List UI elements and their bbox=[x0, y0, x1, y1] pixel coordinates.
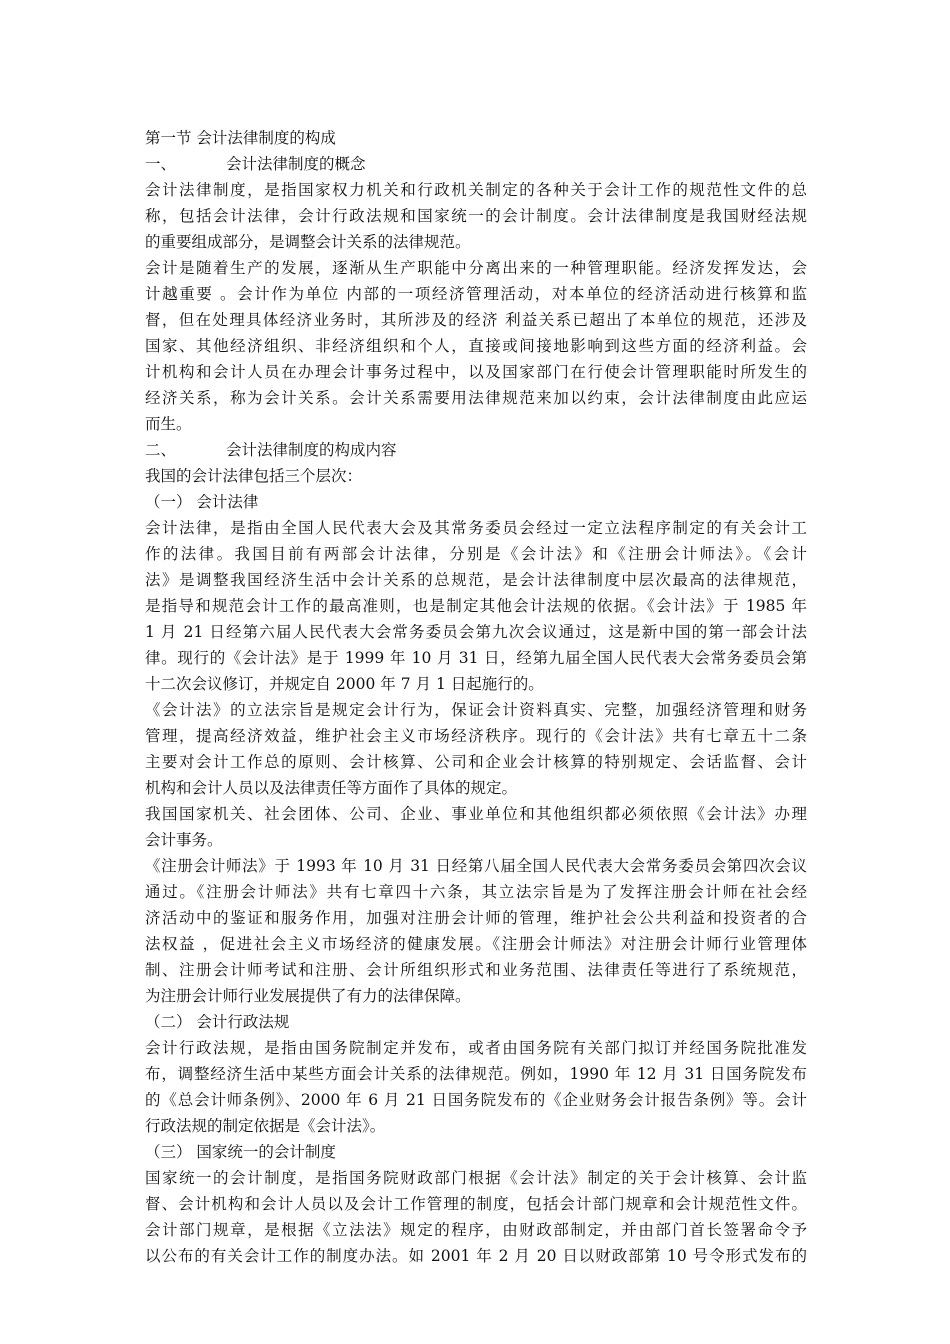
heading-1-text: 会计法律制度的概念 bbox=[226, 155, 366, 173]
text-line: 作的法律。我国目前有两部会计法律，分别是《会计法》和《注册会计师法》。《会计 bbox=[145, 545, 807, 563]
document-body bbox=[145, 125, 807, 1269]
text-line: 的《总会计师条例》、2000 年 6 月 21 日国务院发布的《企业财务会计报告条例》等。会计 bbox=[145, 1091, 807, 1109]
intro-line: 我国的会计法律包括三个层次： bbox=[145, 467, 363, 485]
text-line: 《会计法》的立法宗旨是规定会计行为，保证会计资料真实、完整，加强经济管理和财务 bbox=[145, 701, 807, 719]
text-line: 机构和会计人员以及法律责任等方面作了具体的规定。 bbox=[145, 779, 518, 797]
paragraph-unified-system bbox=[145, 1165, 807, 1269]
heading-2-text: 会计法律制度的构成内容 bbox=[226, 441, 397, 459]
text-line: 的重要组成部分，是调整会计关系的法律规范。 bbox=[145, 233, 471, 251]
heading-1 bbox=[145, 151, 807, 177]
text-line: 为注册会计师行业发展提供了有力的法律保障。 bbox=[145, 987, 471, 1005]
subheading-accounting-law: （一） 会计法律 bbox=[145, 493, 259, 511]
heading-2 bbox=[145, 437, 807, 463]
text-line: 法权益 ，促进社会主义市场经济的健康发展。《注册会计师法》对注册会计师行业管理体 bbox=[145, 935, 807, 953]
text-line: 制、注册会计师考试和注册、会计所组织形式和业务范围、法律责任等进行了系统规范， bbox=[145, 961, 807, 979]
subheading-unified-system: （三） 国家统一的会计制度 bbox=[145, 1143, 336, 1161]
text-line: 督、会计机构和会计人员以及会计工作管理的制度，包括会计部门规章和会计规范性文件。 bbox=[145, 1195, 807, 1213]
text-line: 法》是调整我国经济生活中会计关系的总规范，是会计法律制度中层次最高的法律规范， bbox=[145, 571, 807, 589]
text-line: 管理，提高经济效益，维护社会主义市场经济秩序。现行的《会计法》共有七章五十二条 bbox=[145, 727, 807, 745]
text-line: 主要对会计工作总的原则、会计核算、公司和企业会计核算的特别规定、会话监督、会计 bbox=[145, 753, 807, 771]
text-line: 督，但在处理具体经济业务时，其所涉及的经济 利益关系已超出了本单位的规范，还涉及 bbox=[145, 311, 807, 329]
text-line: 会计事务。 bbox=[145, 831, 223, 849]
paragraph-cpa-law bbox=[145, 853, 807, 1009]
paragraph-accounting-origin bbox=[145, 255, 807, 437]
heading-1-number: 一、 bbox=[145, 155, 177, 173]
text-line: 布，调整经济生活中某些方面会计关系的法律规范。例如，1990 年 12 月 31 日国务院发布 bbox=[145, 1065, 807, 1083]
text-line: 计越重要 。会计作为单位 内部的一项经济管理活动，对本单位的经济活动进行核算和监 bbox=[145, 285, 807, 303]
text-line: 通过。《注册会计师法》共有七章四十六条，其立法宗旨是为了发挥注册会计师在社会经 bbox=[145, 883, 807, 901]
text-line: 以公布的有关会计工作的制度办法。如 2001 年 2 月 20 日以财政部第 10 号令形式发布的 bbox=[145, 1247, 807, 1265]
text-line: 经济关系，称为会计关系。会计关系需要用法律规范来加以约束，会计法律制度由此应运 bbox=[145, 389, 807, 407]
paragraph-legislative-purpose bbox=[145, 697, 807, 801]
text-line: 而生。 bbox=[145, 415, 192, 433]
text-line: 会计是随着生产的发展，逐渐从生产职能中分离出来的一种管理职能。经济发挥发达，会 bbox=[145, 259, 807, 277]
text-line: 1 月 21 日经第六届人民代表大会常务委员会第九次会议通过，这是新中国的第一部会计法 bbox=[145, 623, 807, 641]
text-line: 会计行政法规，是指由国务院制定并发布，或者由国务院有关部门拟订并经国务院批准发 bbox=[145, 1039, 807, 1057]
heading-2-number: 二、 bbox=[145, 441, 177, 459]
text-line: 律。现行的《会计法》是于 1999 年 10 月 31 日，经第九届全国人民代表大会常务委员会第 bbox=[145, 649, 807, 667]
text-line: 国家统一的会计制度，是指国务院财政部门根据《会计法》制定的关于会计核算、会计监 bbox=[145, 1169, 807, 1187]
text-line: 会计法律制度，是指国家权力机关和行政机关制定的各种关于会计工作的规范性文件的总 bbox=[145, 181, 807, 199]
text-line: 十二次会议修订，并规定自 2000 年 7 月 1 日起施行的。 bbox=[145, 675, 544, 693]
text-line: 行政法规的制定依据是《会计法》。 bbox=[145, 1117, 386, 1135]
subheading-administrative-regulations: （二） 会计行政法规 bbox=[145, 1013, 290, 1031]
text-line: 是指导和规范会计工作的最高准则，也是制定其他会计法规的依据。《会计法》于 1985 年 bbox=[145, 597, 807, 615]
paragraph-compliance bbox=[145, 801, 807, 853]
text-line: 称，包括会计法律，会计行政法规和国家统一的会计制度。会计法律制度是我国财经法规 bbox=[145, 207, 807, 225]
text-line: 会计法律，是指由全国人民代表大会及其常务委员会经过一定立法程序制定的有关会计工 bbox=[145, 519, 807, 537]
paragraph-definition bbox=[145, 177, 807, 255]
paragraph-accounting-law bbox=[145, 515, 807, 697]
text-line: 计机构和会计人员在办理会计事务过程中，以及国家部门在行使会计管理职能时所发生的 bbox=[145, 363, 807, 381]
text-line: 济活动中的鉴证和服务作用，加强对注册会计师的管理，维护社会公共利益和投资者的合 bbox=[145, 909, 807, 927]
text-line: 会计部门规章，是根据《立法法》规定的程序，由财政部制定，并由部门首长签署命令予 bbox=[145, 1221, 807, 1239]
text-line: 国家、其他经济组织、非经济组织和个人，直接或间接地影响到这些方面的经济利益。会 bbox=[145, 337, 807, 355]
section-title: 第一节 会计法律制度的构成 bbox=[145, 129, 336, 147]
paragraph-administrative-regulations bbox=[145, 1035, 807, 1139]
text-line: 我国国家机关、社会团体、公司、企业、事业单位和其他组织都必须依照《会计法》办理 bbox=[145, 805, 807, 823]
text-line: 《注册会计师法》于 1993 年 10 月 31 日经第八届全国人民代表大会常务委员会第四次会议 bbox=[145, 857, 807, 875]
